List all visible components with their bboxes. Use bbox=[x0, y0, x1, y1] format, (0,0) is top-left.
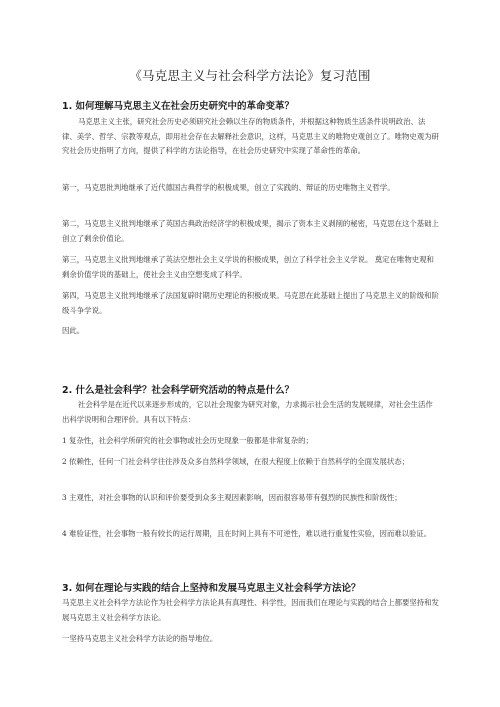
section-2-paragraph-1: 社会科学是在近代以来逐步形成的，它以社会现象为研究对象，力求揭示社会生活的发展规律，对社会生活作出科学说明和合理评价。具有以下特点： bbox=[62, 400, 433, 424]
section-1-heading: 1. 如何理解马克思主义在社会历史研究中的革命变革？ bbox=[62, 101, 295, 112]
section-2-paragraph-3: 2 依赖性，任何一门社会科学往往涉及众多自然科学领域，在很大程度上依赖于自然科学的全面发展状态； bbox=[62, 457, 410, 466]
section-2-paragraph-2: 1 复杂性，社会科学所研究的社会事物或社会历史现象一般都是非常复杂的； bbox=[62, 436, 313, 445]
section-1-paragraph-2: 第一，马克思批判地继承了近代德国古典哲学的积极成果，创立了实践的、辩证的历史唯物主义哲学。 bbox=[62, 183, 395, 192]
section-1-paragraph-6: 因此。 bbox=[62, 326, 85, 335]
section-3-paragraph-2: 一坚持马克思主义社会科学方法论的指导地位。 bbox=[62, 634, 218, 643]
section-1-paragraph-4: 第三，马克思主义批判地继承了英法空想社会主义学说的积极成果，创立了科学社会主义学说。 奠定在唯物史观和剩余价值学说的基础上，使社会主义由空想变成了科学。 bbox=[62, 255, 434, 279]
section-2-heading: 2. 什么是社会科学？社会科学研究活动的特点是什么？ bbox=[62, 385, 295, 396]
section-1-paragraph-5: 第四，马克思主义批判地继承了法国复辟时期历史理论的积极成果。马克思在此基础上提出了马克思主义的阶级和阶级斗争学说。 bbox=[62, 291, 439, 315]
section-3-heading: 3. 如何在理论与实践的结合上坚持和发展马克思主义社会科学方法论？ bbox=[62, 583, 361, 594]
section-1-paragraph-3: 第二，马克思主义批判地继承了英国古典政治经济学的积极成果，揭示了资本主义剥削的秘密，马克思在这个基础上创立了剩余价值论。 bbox=[62, 219, 439, 243]
page-title: 《马克思主义与社会科学方法论》复习范围 bbox=[129, 68, 371, 83]
section-3-paragraph-1: 马克思主义社会科学方法论作为社会科学方法论具有真理性、科学性，因而我们在理论与实践的结合上都要坚持和发展马克思主义社会科学方法论。 bbox=[62, 598, 439, 622]
section-1-paragraph-1: 马克思主义主张，研究社会历史必须研究社会赖以生存的物质条件，并根据这种物质生活条件说明政治、法律、美学、哲学、宗教等观点，即用社会存在去解释社会意识，这样，马克思主义的唯物史观创立了。唯物史观为研究社会历史指明了方向，提供了科学的方法论指导，在社会历史研究中实现了革命性的革命。 bbox=[62, 117, 439, 155]
section-2-paragraph-5: 4 难验证性，社会事物一般有较长的运行周期，且在时间上具有不可逆性，难以进行重复性实验，因而难以验证。 bbox=[62, 529, 432, 538]
section-2-paragraph-4: 3 主观性，对社会事物的认识和评价要受到众多主观因素影响，因而很容易带有强烈的民族性和阶级性； bbox=[62, 493, 402, 502]
